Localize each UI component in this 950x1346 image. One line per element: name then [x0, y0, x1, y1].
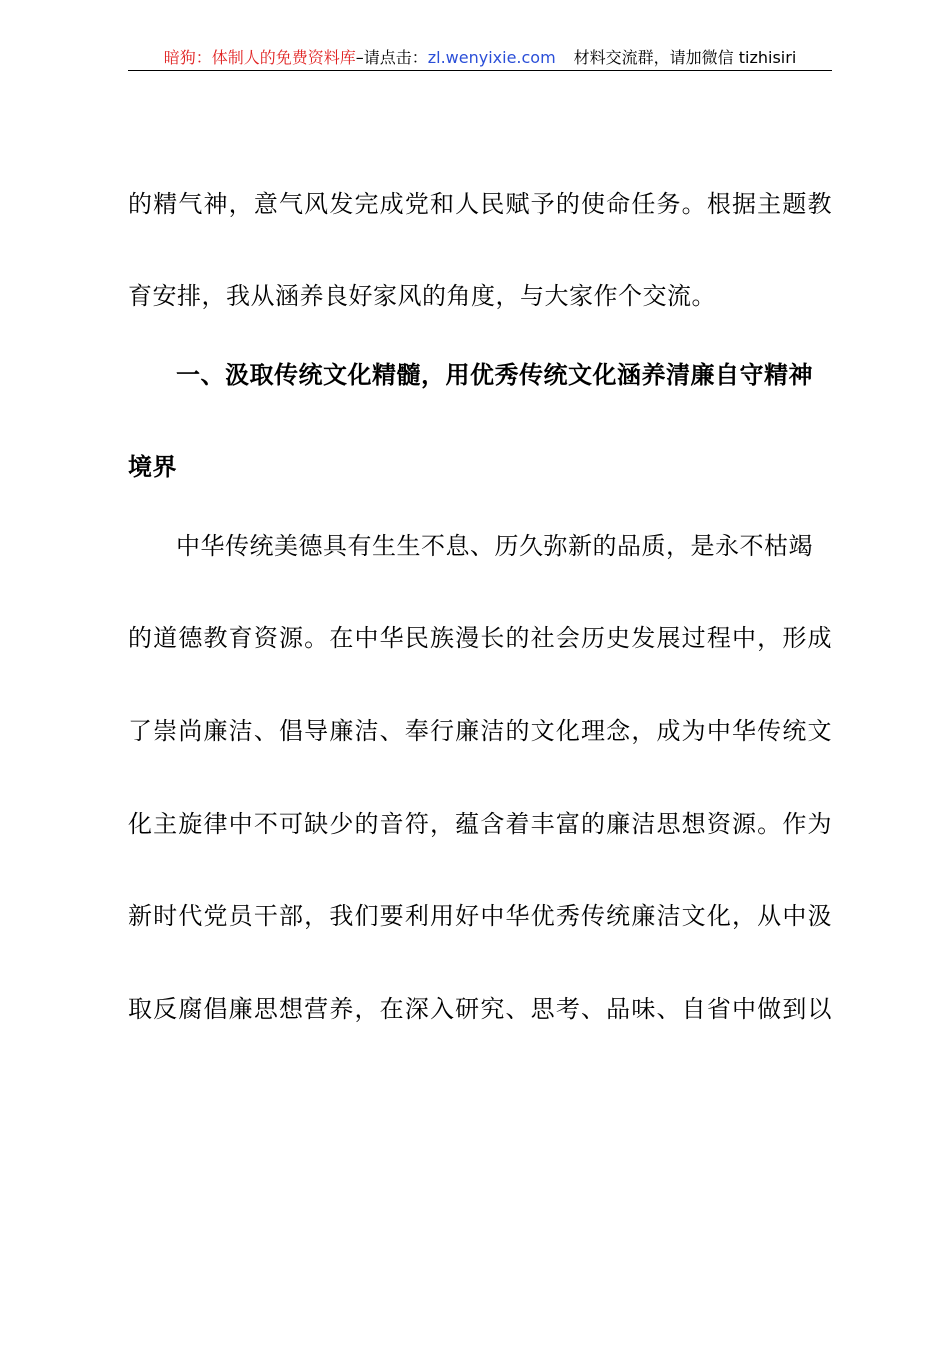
section-heading: 一、汲取传统文化精髓，用优秀传统文化涵养清廉自守精神 [176, 361, 813, 389]
header-url-link[interactable]: zl.wenyixie.com [427, 48, 556, 67]
header-wechat-note: 材料交流群，请加微信 tizhisiri [573, 48, 797, 67]
paragraph-line: 了崇尚廉洁、倡导廉洁、奉行廉洁的文化理念，成为中华传统文 [128, 717, 832, 745]
paragraph-line: 的精气神，意气风发完成党和人民赋予的使命任务。根据主题教 [128, 190, 832, 218]
header-click-hint: –请点击： [355, 48, 428, 67]
paragraph-line: 育安排，我从涵养良好家风的角度，与大家作个交流。 [128, 282, 716, 310]
header-site-name: 暗狗：体制人的免费资料库 [163, 48, 356, 67]
section-heading-continued: 境界 [128, 453, 177, 481]
paragraph-line: 新时代党员干部，我们要利用好中华优秀传统廉洁文化，从中汲 [128, 902, 832, 930]
paragraph-line: 化主旋律中不可缺少的音符，蕴含着丰富的廉洁思想资源。作为 [128, 810, 832, 838]
paragraph-line: 取反腐倡廉思想营养，在深入研究、思考、品味、自省中做到以 [128, 995, 832, 1023]
paragraph-line: 中华传统美德具有生生不息、历久弥新的品质，是永不枯竭 [176, 532, 813, 560]
paragraph-line: 的道德教育资源。在中华民族漫长的社会历史发展过程中，形成 [128, 624, 832, 652]
page-header [128, 46, 832, 71]
